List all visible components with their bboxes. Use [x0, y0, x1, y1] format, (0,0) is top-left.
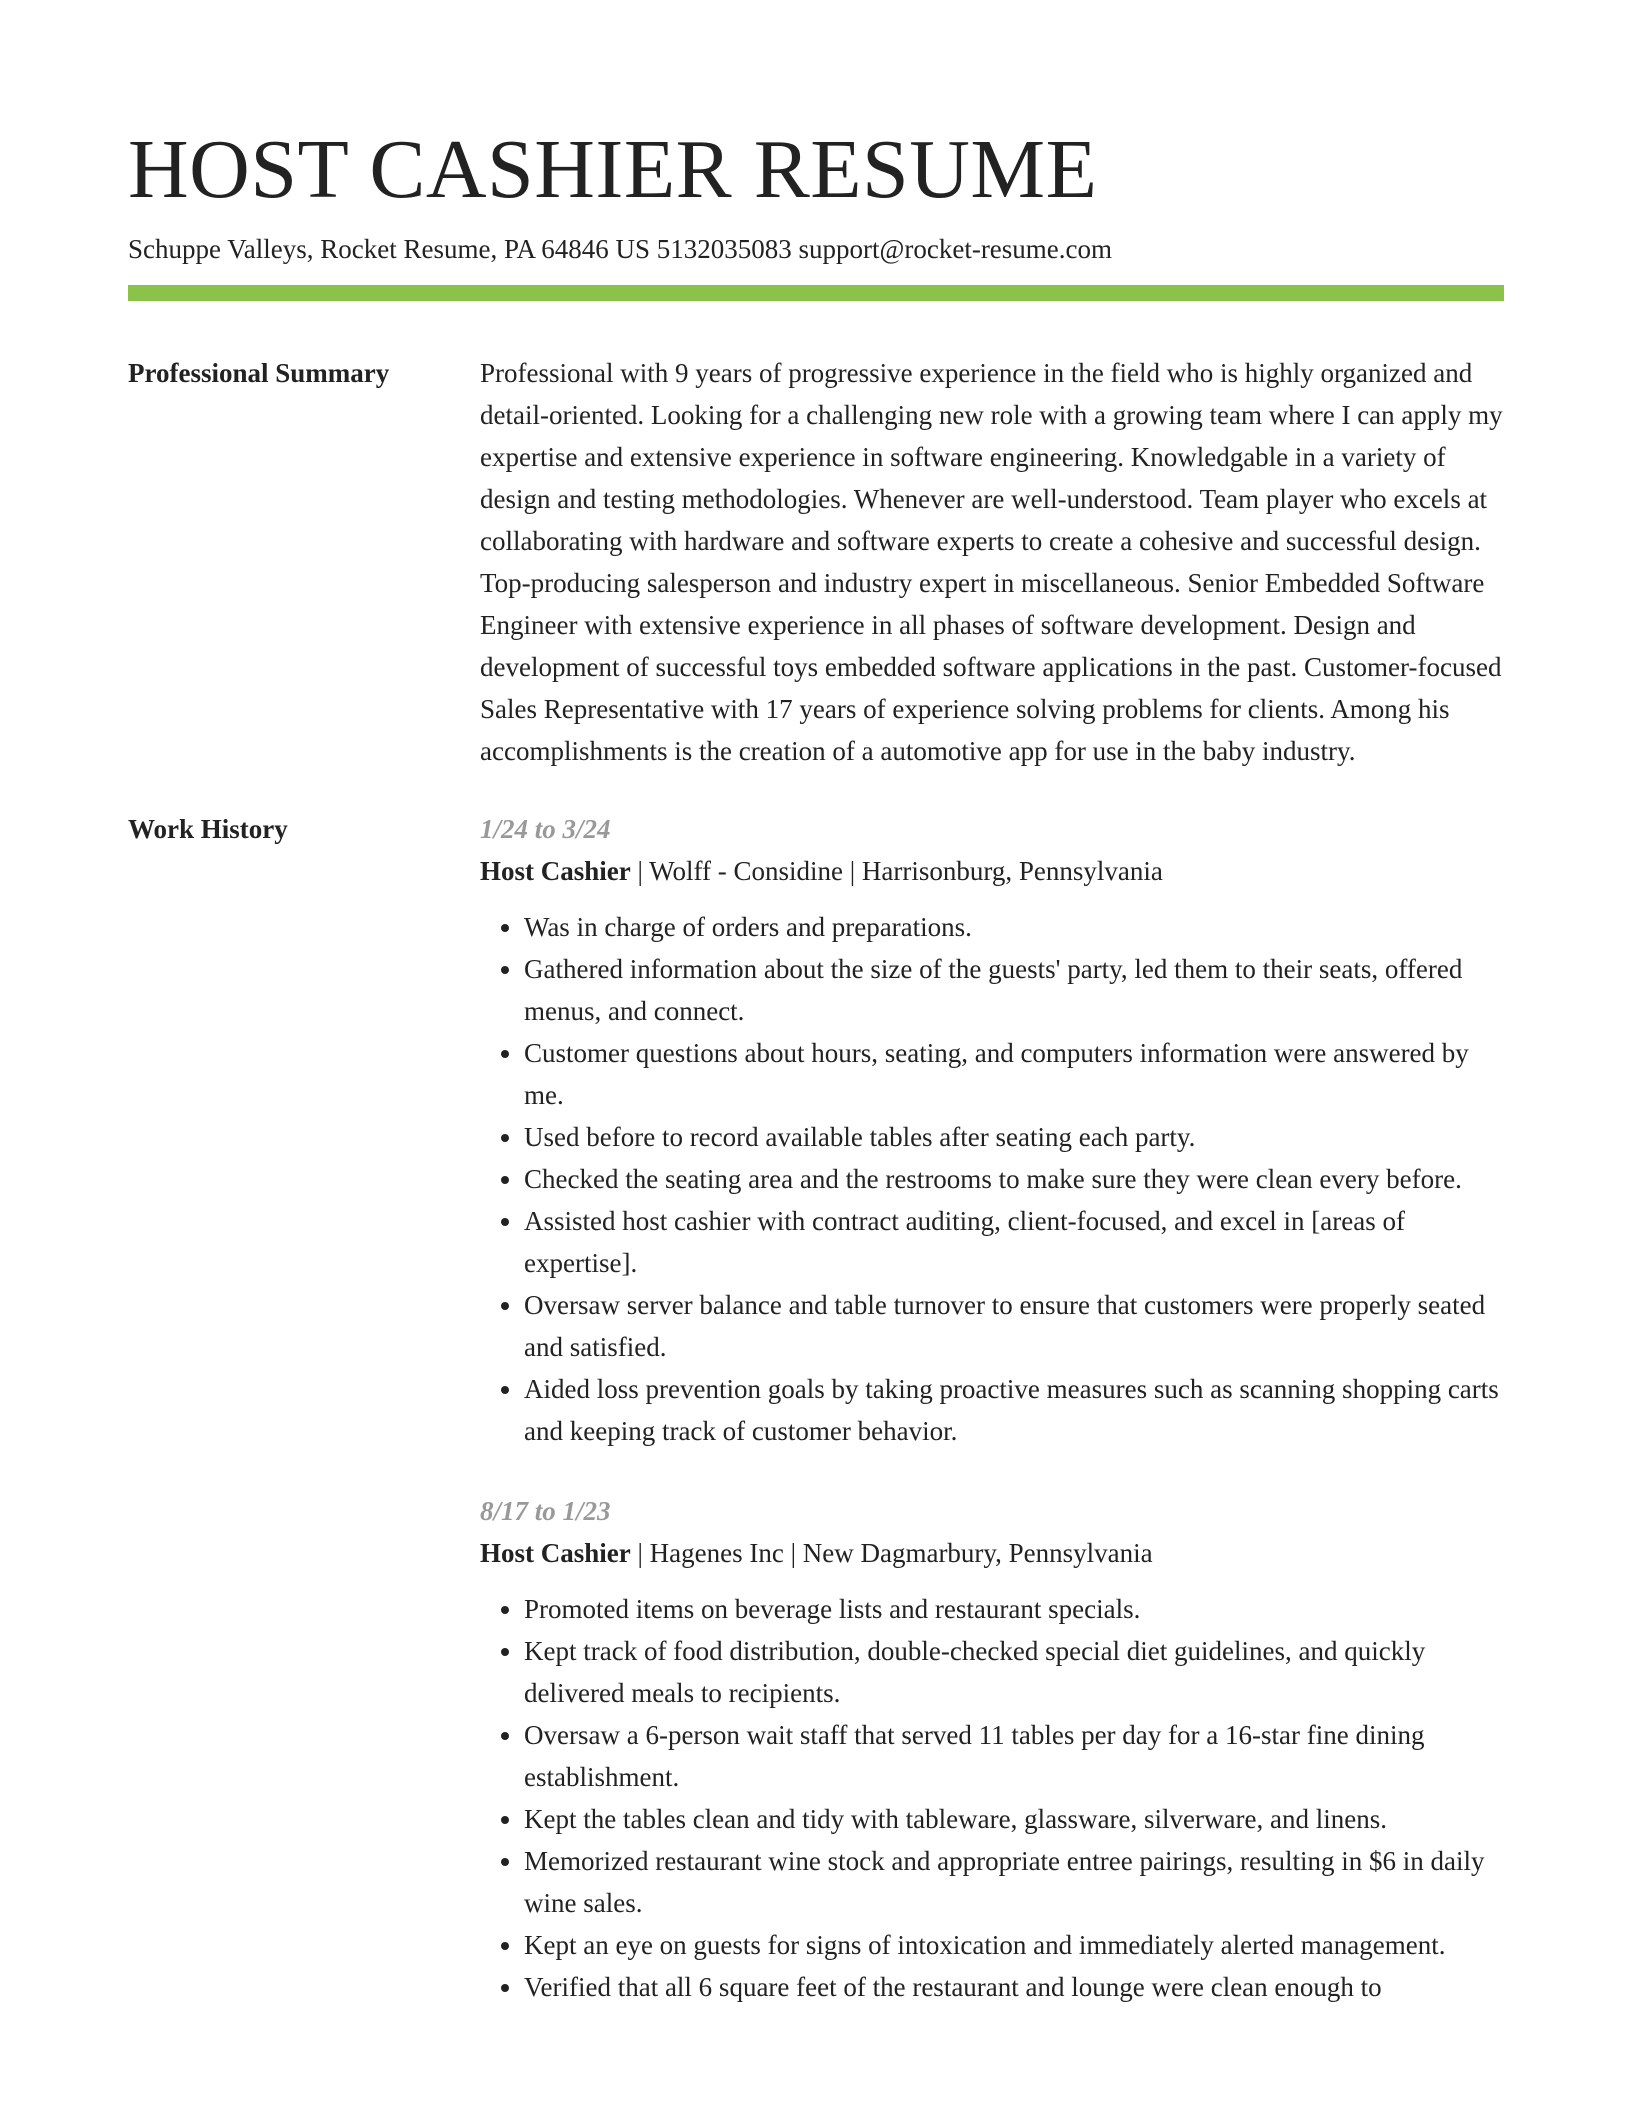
duty-item: • Checked the seating area and the restrooms to make sure they were clean every before.	[524, 1158, 1504, 1200]
summary-text: Professional with 9 years of progressive experience in the field who is highly organized and detail-oriented. Looking for a challenging new role with a growing team where I can apply my expertise and extensive experience in software engineering. Knowledgable in a variety of design and testing methodologies. Whenever are well-understood. Team player who excels at collaborating with hardware and software experts to create a cohesive and successful design. Top-producing salesperson and industry expert in miscellaneous. Senior Embedded Software Engineer with extensive experience in all phases of software development. Design and development of successful toys embedded software applications in the past. Customer-focused Sales Representative with 17 years of experience solving problems for clients. Among his accomplishments is the creation of a automotive app for use in the baby industry.	[480, 358, 1503, 766]
job-entry	[480, 808, 1504, 1452]
summary-section	[128, 352, 1504, 772]
duty-list	[480, 906, 1504, 1452]
work-history-section	[128, 808, 1504, 2008]
work-history-label: Work History	[128, 814, 288, 844]
summary-label: Professional Summary	[128, 358, 390, 388]
job-heading	[480, 850, 1504, 892]
summary-body	[480, 352, 1504, 772]
duty-list	[480, 1588, 1504, 2008]
resume-content	[128, 352, 1504, 2008]
duty-item: • Used before to record available tables after seating each party.	[524, 1116, 1504, 1158]
job-dates: 1/24 to 3/24	[480, 814, 611, 844]
duty-item: • Customer questions about hours, seating, and computers information were answered by me.	[524, 1032, 1504, 1116]
duty-item: • Assisted host cashier with contract auditing, client-focused, and excel in [areas of expertise].	[524, 1200, 1504, 1284]
duty-item: • Kept an eye on guests for signs of intoxication and immediately alerted management.	[524, 1924, 1504, 1966]
accent-divider	[128, 285, 1504, 301]
job-role: Host Cashier	[480, 856, 631, 886]
contact-line: Schuppe Valleys, Rocket Resume, PA 64846 US 5132035083 support@rocket-resume.com	[128, 234, 1113, 264]
duty-item: • Gathered information about the size of the guests' party, led them to their seats, offered menus, and connect.	[524, 948, 1504, 1032]
duty-item: • Aided loss prevention goals by taking proactive measures such as scanning shopping carts and keeping track of customer behavior.	[524, 1368, 1504, 1452]
duty-item: • Oversaw a 6-person wait staff that served 11 tables per day for a 16-star fine dining establishment.	[524, 1714, 1504, 1798]
job-details: | Wolff - Considine | Harrisonburg, Pennsylvania	[630, 856, 1163, 886]
job-dates: 8/17 to 1/23	[480, 1496, 611, 1526]
job-details: | Hagenes Inc | New Dagmarbury, Pennsylvania	[630, 1538, 1153, 1568]
duty-item: • Was in charge of orders and preparations.	[524, 906, 1504, 948]
duty-item: • Oversaw server balance and table turnover to ensure that customers were properly seated and satisfied.	[524, 1284, 1504, 1368]
duty-item: • Kept track of food distribution, double-checked special diet guidelines, and quickly delivered meals to recipients.	[524, 1630, 1504, 1714]
duty-item: • Verified that all 6 square feet of the restaurant and lounge were clean enough to	[524, 1966, 1504, 2008]
job-entry	[480, 1490, 1504, 2008]
job-role: Host Cashier	[480, 1538, 631, 1568]
duty-item: • Promoted items on beverage lists and restaurant specials.	[524, 1588, 1504, 1630]
work-history-body	[480, 808, 1504, 2008]
resume-title: HOST CASHIER RESUME	[128, 123, 1098, 216]
duty-item: • Kept the tables clean and tidy with tableware, glassware, silverware, and linens.	[524, 1798, 1504, 1840]
duty-item: • Memorized restaurant wine stock and appropriate entree pairings, resulting in $6 in daily wine sales.	[524, 1840, 1504, 1924]
job-heading	[480, 1532, 1504, 1574]
